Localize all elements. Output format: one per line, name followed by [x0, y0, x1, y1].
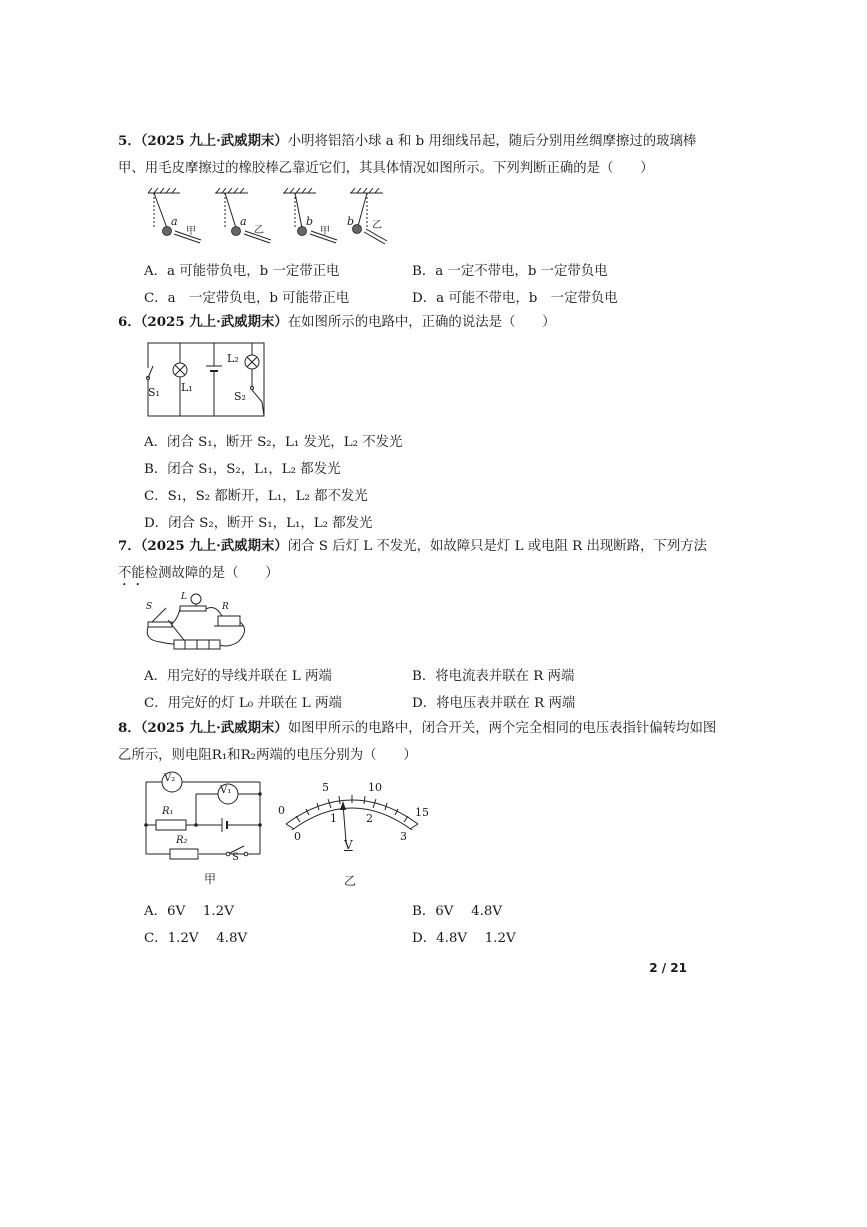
q6-label-s2: S₂: [234, 390, 246, 403]
q6-source: （2025 九上·武威期末）: [140, 314, 288, 330]
q5-fig-label-jia2: 甲: [320, 226, 330, 237]
meter-inner-tick-2: 2: [366, 812, 373, 825]
q6-option-c[interactable]: C．S₁，S₂ 都断开，L₁，L₂ 都不发光: [144, 489, 368, 504]
q5-option-b[interactable]: B．a 一定不带电，b 一定带负电: [412, 264, 608, 279]
q8-label-v2: V₂: [164, 773, 176, 784]
q8-source: （2025 九上·武威期末）: [140, 720, 288, 736]
q6-label-l1: L₁: [181, 381, 193, 394]
q7-option-c[interactable]: C．用完好的灯 L₀ 并联在 L 两端: [144, 696, 342, 711]
q5-fig-label-a2: a: [240, 215, 247, 228]
q6-label-l2: L₂: [227, 352, 239, 365]
q5-source: （2025 九上·武威期末）: [140, 133, 288, 149]
voltmeter-dial: [272, 784, 442, 864]
q6-option-d[interactable]: D．闭合 S₂，断开 S₁，L₁，L₂ 都发光: [144, 516, 373, 531]
page-number: 2 / 21: [649, 961, 687, 975]
q6-number: 6．: [118, 314, 141, 330]
q7-label-s: S: [146, 602, 153, 612]
meter-outer-tick-5: 5: [322, 781, 329, 794]
q5-fig-label-yi1: 乙: [254, 225, 264, 236]
q6-option-b[interactable]: B．闭合 S₁，S₂，L₁，L₂ 都发光: [144, 462, 341, 477]
q7-text-after: 检测故障的是（ ）: [144, 566, 279, 581]
q8-number: 8．: [118, 720, 141, 736]
meter-inner-tick-0: 0: [294, 830, 301, 843]
q6-option-a[interactable]: A．闭合 S₁，断开 S₂，L₁ 发光，L₂ 不发光: [144, 435, 403, 450]
q8-voltmeter-figure: [272, 781, 442, 888]
q6-label-s1: S₁: [148, 386, 160, 399]
q7-emphasis: 不能: [118, 566, 145, 581]
q8-option-d[interactable]: D．4.8V 1.2V: [412, 931, 516, 946]
q6-text: 在如图所示的电路中，正确的说法是（ ）: [287, 315, 556, 330]
q7-number: 7．: [118, 538, 141, 554]
q8-option-c[interactable]: C．1.2V 4.8V: [144, 931, 248, 946]
q5-option-a[interactable]: A．a 可能带负电，b 一定带正电: [144, 264, 340, 279]
question-5: [118, 128, 718, 182]
q5-option-c[interactable]: C．a 一定带负电，b 可能带正电: [144, 291, 350, 306]
q7-source: （2025 九上·武威期末）: [140, 538, 288, 554]
q7-option-b[interactable]: B．将电流表并联在 R 两端: [412, 669, 575, 684]
q8-circuit-figure: [140, 770, 268, 886]
meter-unit-v: V: [344, 838, 353, 852]
q5-fig-label-a1: a: [171, 215, 178, 228]
question-7: [118, 533, 718, 589]
q5-fig-label-jia1: 甲: [186, 226, 196, 237]
q8-label-r2: R₂: [176, 835, 188, 846]
meter-inner-tick-3: 3: [400, 830, 407, 843]
q8-option-b[interactable]: B．6V 4.8V: [412, 904, 503, 919]
q5-text: 小明将铝箔小球 a 和 b 用细线吊起，随后分别用丝绸摩擦过的玻璃棒甲、用毛皮摩擦过的橡胶棒乙靠近它们，其具体情况如图所示。下列判断正确的是（ ）: [118, 134, 697, 176]
q5-figure: [140, 188, 410, 248]
q8-label-r1: R₁: [162, 806, 174, 817]
q5-option-d[interactable]: D．a 可能不带电，b 一定带负电: [412, 291, 618, 306]
meter-outer-tick-15: 15: [415, 806, 429, 819]
meter-inner-tick-1: 1: [330, 812, 337, 825]
q7-text-before: 闭合 S 后灯 L 不发光，如故障只是灯 L 或电阻 R 出现断路，下列方法: [287, 539, 707, 554]
q6-circuit-figure: [140, 340, 270, 420]
q5-fig-label-b2: b: [347, 215, 355, 228]
q5-fig-label-b1: b: [306, 215, 314, 228]
meter-outer-tick-0: 0: [278, 804, 285, 817]
q7-label-r: R: [222, 602, 229, 612]
q8-text: 如图甲所示的电路中，闭合开关，两个完全相同的电压表指针偏转均如图乙所示，则电阻R₁和R₂两端的电压分别为（ ）: [118, 721, 717, 763]
q8-option-a[interactable]: A．6V 1.2V: [144, 904, 234, 919]
q5-number: 5．: [118, 133, 141, 149]
q7-option-d[interactable]: D．将电压表并联在 R 两端: [412, 696, 576, 711]
q8-label-yi: 乙: [344, 874, 357, 888]
q7-option-a[interactable]: A．用完好的导线并联在 L 两端: [144, 669, 332, 684]
q8-label-v1: V₁: [220, 785, 232, 796]
q8-label-s: S: [232, 852, 239, 863]
q7-label-l: L: [181, 592, 187, 602]
question-8: [118, 715, 718, 769]
q7-circuit-figure: [140, 590, 252, 658]
meter-outer-tick-10: 10: [368, 781, 382, 794]
q5-fig-label-yi2: 乙: [372, 220, 382, 231]
q8-label-jia: 甲: [204, 872, 217, 886]
question-6: [118, 309, 718, 336]
